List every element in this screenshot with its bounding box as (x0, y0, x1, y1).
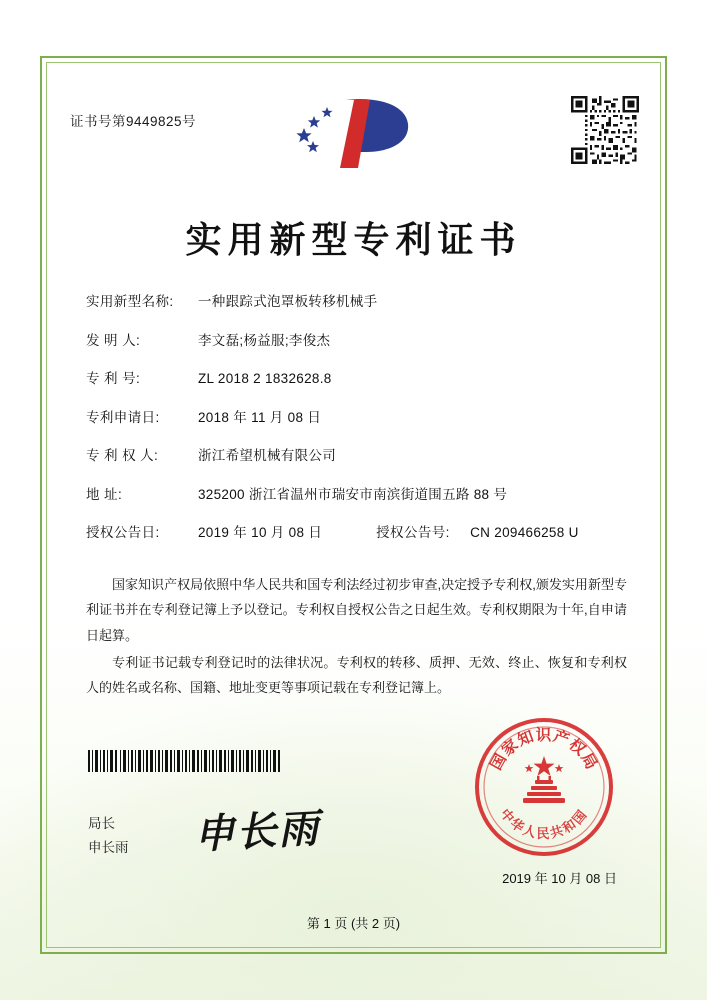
field-label-text: 发 明 人: (86, 332, 141, 348)
field-label: 实用新型名称: (86, 294, 174, 309)
director-label: 局长 (88, 816, 115, 831)
svg-text:国家知识产权局: 国家知识产权局 (485, 725, 603, 774)
field-row-inventor (86, 329, 625, 349)
seal-date: 2019 年 10 月 08 日 (502, 871, 617, 886)
legal-text-block (86, 572, 627, 703)
qr-code (571, 96, 639, 164)
signature-block (88, 812, 129, 859)
field-row-patentee (86, 444, 625, 464)
field-row-application-date (86, 406, 625, 426)
page-footer: 第 1 页 (共 2 页) (306, 916, 401, 931)
field-label: 专利申请日: (86, 409, 160, 425)
official-seal (471, 714, 617, 860)
svg-text:中华人民共和国: 中华人民共和国 (496, 806, 592, 842)
page-title: 实用新型专利证书 (185, 219, 522, 261)
barcode (88, 750, 280, 772)
field-row-patent-number (86, 367, 625, 387)
field-label: 地 址: (86, 486, 123, 502)
field-row-address (86, 483, 625, 503)
field-row-grant (86, 521, 625, 541)
certificate-number: 证书号第9449825号 (70, 114, 197, 129)
field-label-grant-date: 授权公告日: (86, 525, 160, 540)
field-value-grant-number: CN 209466258 U (470, 525, 579, 540)
certificate-content (46, 62, 661, 948)
cnipa-emblem-icon (294, 94, 414, 172)
field-row-name (86, 290, 625, 310)
field-value: 325200 浙江省温州市瑞安市南滨街道围五路 88 号 (198, 486, 508, 502)
field-label: 专 利 权 人: (86, 448, 159, 463)
field-list (86, 290, 625, 560)
field-value: 李文磊;杨益服;李俊杰 (198, 332, 331, 348)
field-value: ZL 2018 2 1832628.8 (198, 371, 332, 386)
field-label-grant-number: 授权公告号: (376, 525, 450, 540)
field-value: 2018 年 11 月 08 日 (198, 409, 322, 425)
legal-paragraph-1: 国家知识产权局依照中华人民共和国专利法经过初步审查,决定授予专利权,颁发实用新型专利证书并在专利登记簿上予以登记。专利权自授权公告之日起生效。专利权期限为十年,自申请日起算。 (86, 577, 627, 643)
handwritten-signature: 申长雨 (193, 804, 322, 859)
director-name: 申长雨 (88, 839, 129, 855)
field-label: 专 利 号: (86, 371, 141, 386)
field-value: 一种跟踪式泡罩板转移机械手 (198, 294, 378, 309)
field-label (86, 329, 198, 349)
field-value: 浙江希望机械有限公司 (198, 448, 336, 463)
field-value-grant-date: 2019 年 10 月 08 日 (198, 525, 323, 540)
legal-paragraph-2: 专利证书记载专利登记时的法律状况。专利权的转移、质押、无效、终止、恢复和专利权人的姓名或名称、国籍、地址变更等事项记载在专利登记簿上。 (86, 655, 627, 696)
